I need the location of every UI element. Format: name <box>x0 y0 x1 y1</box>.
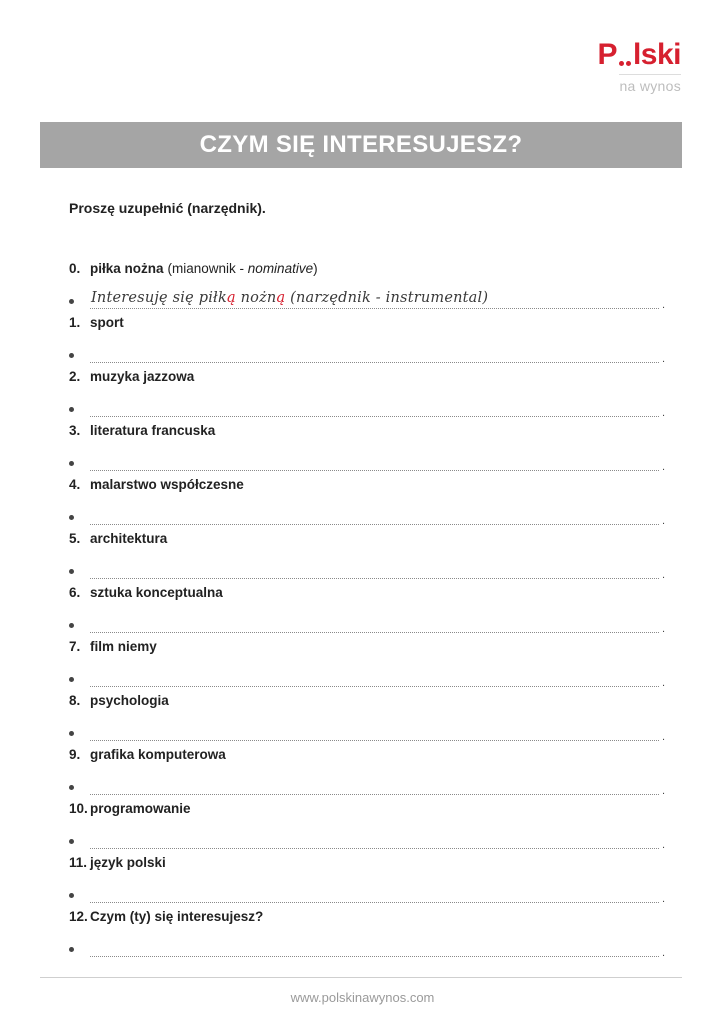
answer-row[interactable] <box>69 552 659 579</box>
example-item <box>69 255 659 282</box>
answer-line[interactable] <box>90 612 659 633</box>
bullet-icon <box>69 299 74 304</box>
answer-row[interactable] <box>69 606 659 633</box>
answer-text-3: (narzędnik - instrumental) <box>285 290 489 306</box>
exercise-item <box>69 903 659 930</box>
item-word: muzyka jazzowa <box>90 369 195 384</box>
item-number: 1. <box>69 315 81 330</box>
answer-line[interactable] <box>90 936 659 957</box>
bullet-icon <box>69 731 74 736</box>
bullet-icon <box>69 353 74 358</box>
item-number: 5. <box>69 531 81 546</box>
item-word: Czym (ty) się interesujesz? <box>90 909 264 924</box>
item-number: 2. <box>69 369 81 384</box>
answer-line[interactable] <box>90 828 659 849</box>
item-number: 0. <box>69 261 81 276</box>
item-word: architektura <box>90 531 168 546</box>
bullet-icon <box>69 947 74 952</box>
footer-divider <box>40 977 682 978</box>
item-number: 4. <box>69 477 81 492</box>
item-word: sport <box>90 315 124 330</box>
bullet-icon <box>69 569 74 574</box>
item-number: 6. <box>69 585 81 600</box>
note-italic: nominative <box>247 261 314 276</box>
logo-letter-p: P <box>597 38 617 71</box>
answer-line[interactable] <box>90 396 659 417</box>
answer-row[interactable] <box>69 498 659 525</box>
item-number: 11. <box>69 855 88 870</box>
answer-line[interactable] <box>90 720 659 741</box>
answer-row[interactable] <box>69 714 659 741</box>
brand-logo <box>581 38 681 96</box>
logo-tagline: na wynos <box>619 74 681 94</box>
exercise-item <box>69 525 659 552</box>
bullet-icon <box>69 515 74 520</box>
answer-ending-1: ą <box>226 290 236 306</box>
item-word: film niemy <box>90 639 157 654</box>
answer-line[interactable] <box>90 342 659 363</box>
exercise-item <box>69 687 659 714</box>
exercise-item <box>69 579 659 606</box>
bullet-icon <box>69 893 74 898</box>
example-answer-row <box>69 282 659 309</box>
answer-line[interactable] <box>90 666 659 687</box>
item-word: piłka nożna <box>90 261 164 276</box>
answer-row[interactable] <box>69 876 659 903</box>
answer-line[interactable] <box>90 558 659 579</box>
logo-wordmark <box>581 38 681 72</box>
exercise-item <box>69 417 659 444</box>
item-word: programowanie <box>90 801 191 816</box>
answer-row[interactable] <box>69 390 659 417</box>
answer-ending-2: ą <box>276 290 286 306</box>
bullet-icon <box>69 461 74 466</box>
bullet-icon <box>69 785 74 790</box>
answer-row[interactable] <box>69 930 659 957</box>
item-word: psychologia <box>90 693 169 708</box>
answer-row[interactable] <box>69 336 659 363</box>
exercise-item <box>69 633 659 660</box>
exercise-item <box>69 795 659 822</box>
item-number: 10. <box>69 801 88 816</box>
answer-row[interactable] <box>69 768 659 795</box>
answer-text-2: nożn <box>235 290 277 306</box>
bullet-icon <box>69 839 74 844</box>
answer-line[interactable] <box>90 504 659 525</box>
item-word: grafika komputerowa <box>90 747 226 762</box>
exercise-item <box>69 363 659 390</box>
answer-line[interactable] <box>90 882 659 903</box>
answer-line[interactable] <box>90 774 659 795</box>
instruction-text: Proszę uzupełnić (narzędnik). <box>69 200 266 216</box>
logo-face-icon <box>618 52 632 66</box>
answer-text-1: Interesuję się piłk <box>91 290 227 306</box>
logo-letters: lski <box>632 38 681 71</box>
exercise-item <box>69 471 659 498</box>
page-title: CZYM SIĘ INTERESUJESZ? <box>199 131 523 158</box>
bullet-icon <box>69 407 74 412</box>
example-answer <box>91 290 488 306</box>
item-word: literatura francuska <box>90 423 216 438</box>
bullet-icon <box>69 623 74 628</box>
footer-url: www.polskinawynos.com <box>290 990 435 1005</box>
title-banner <box>40 122 682 168</box>
item-note <box>168 261 318 276</box>
item-number: 12. <box>69 909 88 924</box>
exercise-item <box>69 741 659 768</box>
note-prefix: (mianownik - <box>167 261 248 276</box>
exercise-item <box>69 849 659 876</box>
answer-line[interactable] <box>90 450 659 471</box>
answer-row[interactable] <box>69 822 659 849</box>
item-number: 7. <box>69 639 81 654</box>
answer-row[interactable] <box>69 660 659 687</box>
item-word: sztuka konceptualna <box>90 585 223 600</box>
answer-row[interactable] <box>69 444 659 471</box>
item-number: 8. <box>69 693 81 708</box>
item-number: 3. <box>69 423 81 438</box>
item-word: malarstwo współczesne <box>90 477 244 492</box>
answer-line <box>90 288 659 309</box>
exercise-item <box>69 309 659 336</box>
exercise-list <box>69 255 659 957</box>
item-number: 9. <box>69 747 81 762</box>
item-word: język polski <box>90 855 166 870</box>
bullet-icon <box>69 677 74 682</box>
note-suffix: ) <box>313 261 318 276</box>
